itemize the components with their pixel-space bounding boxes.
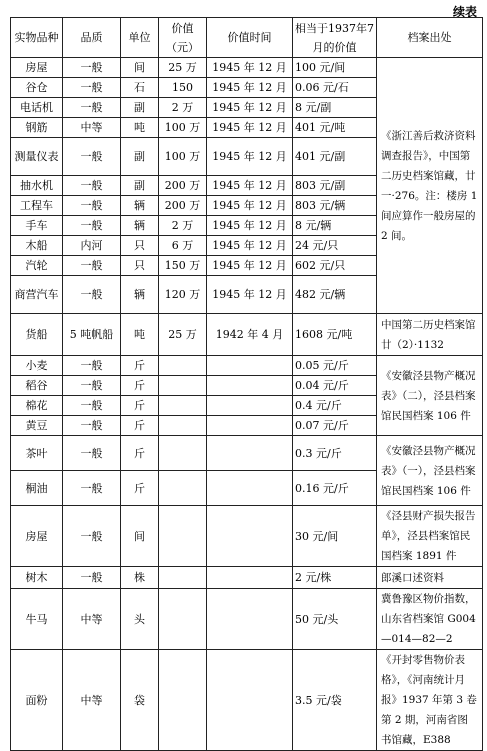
table-body bbox=[11, 58, 483, 751]
header-time: 价值时间 bbox=[207, 18, 293, 58]
cell-value bbox=[159, 650, 207, 751]
cell-value bbox=[159, 416, 207, 436]
cell-value bbox=[159, 396, 207, 416]
header-source: 档案出处 bbox=[377, 18, 483, 58]
cell-equiv: 482 元/辆 bbox=[293, 276, 377, 314]
cell-quality: 一般 bbox=[63, 78, 121, 98]
cell-time: 1945 年 12 月 bbox=[207, 58, 293, 78]
cell-unit: 辆 bbox=[121, 216, 159, 236]
cell-time bbox=[207, 506, 293, 567]
cell-time bbox=[207, 376, 293, 396]
cell-quality: 一般 bbox=[63, 396, 121, 416]
cell-item: 木船 bbox=[11, 236, 63, 256]
cell-unit: 辆 bbox=[121, 276, 159, 314]
cell-unit: 副 bbox=[121, 176, 159, 196]
table-row bbox=[11, 567, 483, 589]
cell-quality: 一般 bbox=[63, 98, 121, 118]
cell-unit: 吨 bbox=[121, 118, 159, 138]
cell-quality: 一般 bbox=[63, 471, 121, 506]
cell-unit: 斤 bbox=[121, 436, 159, 471]
cell-time bbox=[207, 396, 293, 416]
cell-equiv: 0.4 元/斤 bbox=[293, 396, 377, 416]
header-equiv: 相当于1937年7月的价值 bbox=[293, 18, 377, 58]
cell-time: 1945 年 12 月 bbox=[207, 98, 293, 118]
cell-value: 2 万 bbox=[159, 98, 207, 118]
cell-item: 小麦 bbox=[11, 356, 63, 376]
cell-unit: 副 bbox=[121, 98, 159, 118]
cell-quality: 内河 bbox=[63, 236, 121, 256]
cell-item: 汽轮 bbox=[11, 256, 63, 276]
header-item: 实物品种 bbox=[11, 18, 63, 58]
cell-item: 黄豆 bbox=[11, 416, 63, 436]
cell-equiv: 100 元/间 bbox=[293, 58, 377, 78]
cell-value: 2 万 bbox=[159, 216, 207, 236]
cell-value: 200 万 bbox=[159, 196, 207, 216]
table-row bbox=[11, 436, 483, 471]
cell-equiv: 30 元/间 bbox=[293, 506, 377, 567]
cell-unit: 头 bbox=[121, 589, 159, 650]
cell-equiv: 803 元/辆 bbox=[293, 196, 377, 216]
cell-quality: 5 吨帆船 bbox=[63, 314, 121, 356]
cell-value bbox=[159, 436, 207, 471]
cell-quality: 一般 bbox=[63, 506, 121, 567]
cell-equiv: 1608 元/吨 bbox=[293, 314, 377, 356]
cell-time bbox=[207, 436, 293, 471]
cell-quality: 一般 bbox=[63, 256, 121, 276]
cell-time bbox=[207, 650, 293, 751]
cell-unit: 间 bbox=[121, 58, 159, 78]
cell-equiv: 401 元/吨 bbox=[293, 118, 377, 138]
cell-time: 1945 年 12 月 bbox=[207, 138, 293, 176]
cell-unit: 斤 bbox=[121, 416, 159, 436]
cell-source: 《安徽泾县物产概况表》（二），泾县档案馆民国档案 106 件 bbox=[377, 356, 483, 436]
cell-quality: 一般 bbox=[63, 196, 121, 216]
cell-item: 商营汽车 bbox=[11, 276, 63, 314]
cell-value bbox=[159, 356, 207, 376]
cell-equiv: 2 元/株 bbox=[293, 567, 377, 589]
header-row bbox=[11, 18, 483, 58]
cell-item: 工程车 bbox=[11, 196, 63, 216]
cell-equiv: 8 元/副 bbox=[293, 98, 377, 118]
cell-equiv: 0.07 元/斤 bbox=[293, 416, 377, 436]
cell-time: 1945 年 12 月 bbox=[207, 78, 293, 98]
cell-value bbox=[159, 376, 207, 396]
price-table bbox=[10, 17, 483, 751]
cell-value: 150 万 bbox=[159, 256, 207, 276]
cell-equiv: 0.06 元/石 bbox=[293, 78, 377, 98]
cell-quality: 一般 bbox=[63, 138, 121, 176]
cell-quality: 一般 bbox=[63, 376, 121, 396]
table-row bbox=[11, 356, 483, 376]
cell-quality: 中等 bbox=[63, 589, 121, 650]
header-value: 价值（元） bbox=[159, 18, 207, 58]
cell-time bbox=[207, 471, 293, 506]
cell-item: 树木 bbox=[11, 567, 63, 589]
cell-item: 茶叶 bbox=[11, 436, 63, 471]
cell-item: 抽水机 bbox=[11, 176, 63, 196]
cell-unit: 袋 bbox=[121, 650, 159, 751]
cell-time: 1945 年 12 月 bbox=[207, 196, 293, 216]
cell-equiv: 24 元/只 bbox=[293, 236, 377, 256]
cell-value: 200 万 bbox=[159, 176, 207, 196]
cell-equiv: 401 元/副 bbox=[293, 138, 377, 176]
cell-unit: 斤 bbox=[121, 376, 159, 396]
cell-source: 《泾县财产损失报告单》，泾县档案馆民国档案 1891 件 bbox=[377, 506, 483, 567]
cell-source: 《开封零售物价表格》，《河南统计月报》1937 年第 3 卷第 2 期，河南省图书馆藏，E388 bbox=[377, 650, 483, 751]
cell-time: 1945 年 12 月 bbox=[207, 176, 293, 196]
cell-unit: 斤 bbox=[121, 471, 159, 506]
cell-time bbox=[207, 567, 293, 589]
cell-equiv: 3.5 元/袋 bbox=[293, 650, 377, 751]
cell-unit: 石 bbox=[121, 78, 159, 98]
cell-quality: 一般 bbox=[63, 416, 121, 436]
table-row bbox=[11, 506, 483, 567]
cell-value bbox=[159, 567, 207, 589]
cell-quality: 一般 bbox=[63, 567, 121, 589]
cell-equiv: 8 元/辆 bbox=[293, 216, 377, 236]
cell-item: 钢筋 bbox=[11, 118, 63, 138]
cell-quality: 一般 bbox=[63, 356, 121, 376]
table-row bbox=[11, 58, 483, 78]
cell-time bbox=[207, 589, 293, 650]
cell-time: 1942 年 4 月 bbox=[207, 314, 293, 356]
cell-item: 电话机 bbox=[11, 98, 63, 118]
cell-quality: 一般 bbox=[63, 176, 121, 196]
cell-item: 桐油 bbox=[11, 471, 63, 506]
cell-equiv: 0.16 元/斤 bbox=[293, 471, 377, 506]
cell-unit: 辆 bbox=[121, 196, 159, 216]
cell-source: 《浙江善后救济资料调查报告》，中国第二历史档案馆藏，廿一·276。注：楼房 1 间应算作一般房屋的 2 间。 bbox=[377, 58, 483, 314]
cell-equiv: 803 元/副 bbox=[293, 176, 377, 196]
cell-item: 房屋 bbox=[11, 506, 63, 567]
cell-unit: 只 bbox=[121, 256, 159, 276]
cell-value bbox=[159, 471, 207, 506]
cell-source: 《安徽泾县物产概况表》（一），泾县档案馆民国档案 106 件 bbox=[377, 436, 483, 506]
cell-value bbox=[159, 589, 207, 650]
cell-time: 1945 年 12 月 bbox=[207, 118, 293, 138]
cell-time: 1945 年 12 月 bbox=[207, 256, 293, 276]
cell-unit: 株 bbox=[121, 567, 159, 589]
table-row bbox=[11, 589, 483, 650]
cell-quality: 一般 bbox=[63, 276, 121, 314]
cell-quality: 中等 bbox=[63, 118, 121, 138]
cell-quality: 一般 bbox=[63, 58, 121, 78]
cell-item: 棉花 bbox=[11, 396, 63, 416]
cell-value: 120 万 bbox=[159, 276, 207, 314]
cell-time: 1945 年 12 月 bbox=[207, 216, 293, 236]
header-quality: 品质 bbox=[63, 18, 121, 58]
cell-equiv: 50 元/头 bbox=[293, 589, 377, 650]
cell-item: 牛马 bbox=[11, 589, 63, 650]
cell-unit: 间 bbox=[121, 506, 159, 567]
cell-value: 25 万 bbox=[159, 58, 207, 78]
cell-value bbox=[159, 506, 207, 567]
cell-source: 冀鲁豫区物价指数，山东省档案馆 G004—014—82—2 bbox=[377, 589, 483, 650]
cell-unit: 副 bbox=[121, 138, 159, 176]
cell-quality: 一般 bbox=[63, 216, 121, 236]
cell-equiv: 0.04 元/斤 bbox=[293, 376, 377, 396]
cell-item: 稻谷 bbox=[11, 376, 63, 396]
cell-time: 1945 年 12 月 bbox=[207, 236, 293, 256]
cell-unit: 斤 bbox=[121, 356, 159, 376]
header-unit: 单位 bbox=[121, 18, 159, 58]
cell-quality: 一般 bbox=[63, 436, 121, 471]
table-row bbox=[11, 650, 483, 751]
cell-item: 货船 bbox=[11, 314, 63, 356]
cell-item: 面粉 bbox=[11, 650, 63, 751]
cell-unit: 斤 bbox=[121, 396, 159, 416]
cell-unit: 只 bbox=[121, 236, 159, 256]
table-row bbox=[11, 314, 483, 356]
cell-equiv: 0.3 元/斤 bbox=[293, 436, 377, 471]
cell-source: 中国第二历史档案馆廿（2）·1132 bbox=[377, 314, 483, 356]
cell-item: 房屋 bbox=[11, 58, 63, 78]
cell-time bbox=[207, 356, 293, 376]
cell-unit: 吨 bbox=[121, 314, 159, 356]
cell-equiv: 602 元/只 bbox=[293, 256, 377, 276]
continuation-label: 续表 bbox=[452, 5, 477, 19]
cell-source: 郎溪口述资料 bbox=[377, 567, 483, 589]
cell-value: 150 bbox=[159, 78, 207, 98]
cell-equiv: 0.05 元/斤 bbox=[293, 356, 377, 376]
cell-value: 100 万 bbox=[159, 118, 207, 138]
cell-time bbox=[207, 416, 293, 436]
cell-item: 谷仓 bbox=[11, 78, 63, 98]
cell-item: 手车 bbox=[11, 216, 63, 236]
cell-quality: 中等 bbox=[63, 650, 121, 751]
cell-time: 1945 年 12 月 bbox=[207, 276, 293, 314]
cell-value: 25 万 bbox=[159, 314, 207, 356]
cell-item: 测量仪表 bbox=[11, 138, 63, 176]
cell-value: 6 万 bbox=[159, 236, 207, 256]
cell-value: 100 万 bbox=[159, 138, 207, 176]
